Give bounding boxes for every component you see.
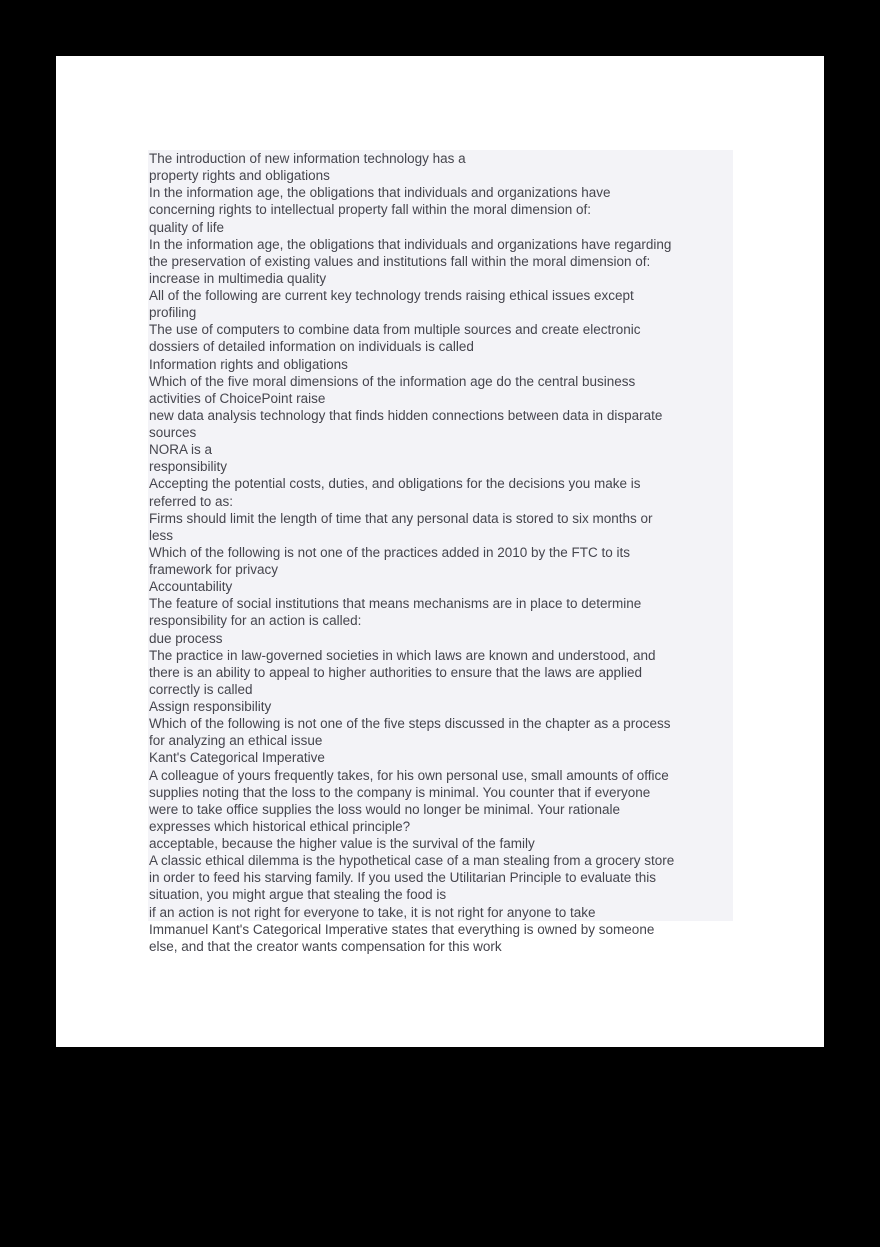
text-line: else, and that the creator wants compensation for this work — [149, 938, 502, 954]
text-line: referred to as: — [149, 493, 234, 509]
text-line: Accountability — [149, 579, 233, 595]
text-line: due process — [149, 630, 223, 646]
text-line: Firms should limit the length of time that any personal data is stored to six months or — [149, 510, 653, 526]
text-line: In the information age, the obligations that individuals and organizations have — [149, 185, 611, 201]
text-line: A colleague of yours frequently takes, for his own personal use, small amounts of office — [149, 767, 669, 783]
text-line: Accepting the potential costs, duties, and obligations for the decisions you make is — [149, 476, 641, 492]
text-line: NORA is a — [149, 442, 213, 458]
text-line: were to take office supplies the loss would no longer be minimal. Your rationale — [149, 801, 621, 817]
document-text — [148, 150, 748, 955]
text-line: less — [149, 527, 174, 543]
text-line: there is an ability to appeal to higher authorities to ensure that the laws are applied — [149, 664, 643, 680]
document-page — [56, 56, 824, 1047]
text-line: dossiers of detailed information on individuals is called — [149, 339, 474, 355]
text-line: situation, you might argue that stealing the food is — [149, 887, 447, 903]
text-line: Information rights and obligations — [149, 356, 348, 372]
text-line: activities of ChoicePoint raise — [149, 390, 326, 406]
text-line: quality of life — [149, 219, 225, 235]
text-line: responsibility for an action is called: — [149, 613, 362, 629]
text-line: supplies noting that the loss to the company is minimal. You counter that if everyone — [149, 784, 651, 800]
text-line: responsibility — [149, 459, 228, 475]
text-line: A classic ethical dilemma is the hypothetical case of a man stealing from a grocery store — [149, 853, 675, 869]
highlighted-text-block — [148, 150, 733, 921]
text-line: Assign responsibility — [149, 699, 272, 714]
text-line: framework for privacy — [149, 562, 279, 577]
text-line: the preservation of existing values and institutions fall within the moral dimension of: — [149, 253, 651, 269]
text-line: new data analysis technology that finds hidden connections between data in disparate — [149, 407, 663, 423]
text-line: Which of the following is not one of the practices added in 2010 by the FTC to its — [149, 544, 631, 560]
text-line: Which of the five moral dimensions of the information age do the central business — [149, 373, 636, 389]
text-line: The use of computers to combine data from multiple sources and create electronic — [149, 322, 641, 338]
trailing-text-block — [148, 921, 733, 955]
text-line: profiling — [149, 305, 197, 321]
text-line: sources — [149, 425, 197, 440]
text-line: Immanuel Kant's Categorical Imperative states that everything is owned by someone — [149, 921, 655, 937]
text-line: concerning rights to intellectual property fall within the moral dimension of: — [149, 202, 591, 218]
text-line: expresses which historical ethical principle? — [149, 818, 411, 834]
text-line: increase in multimedia quality — [149, 270, 327, 286]
text-line: The practice in law-governed societies in which laws are known and understood, and — [149, 647, 656, 663]
text-line: property rights and obligations — [149, 168, 330, 184]
text-line: In the information age, the obligations that individuals and organizations have regarding — [149, 236, 672, 252]
text-line: The introduction of new information technology has a — [149, 151, 466, 166]
text-line: Which of the following is not one of the five steps discussed in the chapter as a process — [149, 716, 671, 732]
text-line: if an action is not right for everyone to take, it is not right for anyone to take — [149, 904, 596, 920]
text-line: All of the following are current key technology trends raising ethical issues except — [149, 288, 634, 303]
text-line: acceptable, because the higher value is the survival of the family — [149, 836, 535, 851]
text-line: The feature of social institutions that means mechanisms are in place to determine — [149, 596, 642, 612]
text-line: Kant's Categorical Imperative — [149, 750, 325, 766]
text-line: for analyzing an ethical issue — [149, 733, 323, 749]
text-line: in order to feed his starving family. If you used the Utilitarian Principle to evaluate this — [149, 870, 657, 886]
text-line: correctly is called — [149, 681, 253, 697]
